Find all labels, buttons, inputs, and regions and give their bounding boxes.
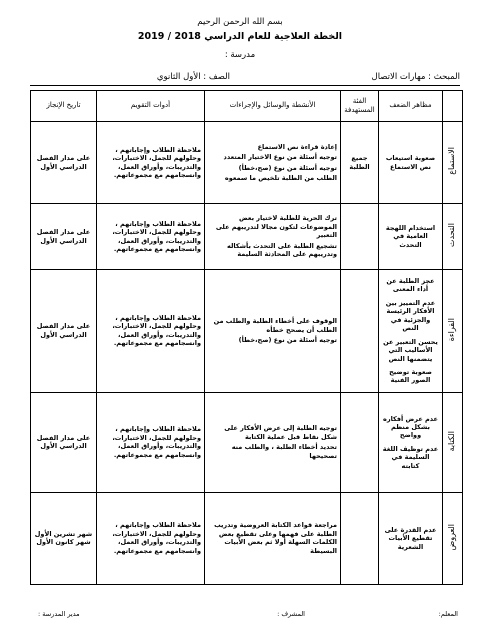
skill-label: القراءة bbox=[447, 318, 457, 342]
grade-label: الصف : الأول الثانوي bbox=[156, 72, 230, 82]
skill-cell bbox=[443, 492, 463, 584]
activities-cell bbox=[205, 122, 341, 204]
subject-grade-line bbox=[30, 72, 460, 84]
header-target-group: الفئة المستهدفة bbox=[341, 91, 379, 122]
activities-cell bbox=[205, 392, 341, 492]
activity-item: الطلب من الطلبة تلخيص ما سمعوه bbox=[224, 173, 337, 182]
header-weakness: مظاهر الضعف bbox=[379, 91, 443, 122]
weakness-cell bbox=[379, 122, 443, 204]
target-group-cell: جميع الطلبة bbox=[341, 122, 379, 204]
skill-cell bbox=[443, 270, 463, 393]
skill-cell bbox=[443, 392, 463, 492]
skill-label: التحدث bbox=[447, 223, 457, 248]
weakness-item: صعوبة توضيح الصور الفنية bbox=[389, 367, 432, 385]
weakness-cell bbox=[379, 204, 443, 270]
weakness-cell bbox=[379, 492, 443, 584]
activity-item: توجيه الطلبة إلى عرض الأفكار على شكل نقاط قبل عملية الكتابة bbox=[224, 424, 337, 441]
activities-cell bbox=[205, 204, 341, 270]
evaluation-tools-cell: ملاحظة الطلاب وإجاباتهم ، وحلولهم للجمل، الاختبارات، والتدريبات، وأوراق العمل، وانسجامهم مع مجموعاتهم. bbox=[97, 492, 205, 584]
activity-item: توجيه أسئلة من نوع الاختيار المتعدد bbox=[223, 153, 337, 162]
header-evaluation-tools: أدوات التقويم bbox=[97, 91, 205, 122]
weakness-item: صعوبة استيعاب نص الاستماع bbox=[385, 154, 436, 171]
evaluation-tools-cell: ملاحظة الطلاب وإجاباتهم ، وحلولهم للجمل، الاختبارات، والتدريبات، وأوراق العمل، وانسجامهم مع مجموعاتهم. bbox=[97, 392, 205, 492]
activity-item: مراجعة قواعد الكتابة العروضية وتدريب الطلبة على فهمها وعلى تقطيع بعض الكلمات السهلة أولا ثم بعض الأبيات البسيطة bbox=[214, 521, 337, 555]
completion-date-cell: على مدار الفصل الدراسي الأول bbox=[31, 204, 97, 270]
table-row bbox=[31, 492, 463, 584]
activity-item: توجيه أسئلة من نوع (صح،خطأ) bbox=[238, 336, 337, 345]
remedial-plan-table bbox=[30, 90, 463, 585]
header-completion-date: تاريخ الإنجاز bbox=[31, 91, 97, 122]
activity-item: ترك الحرية للطلبة لاختيار بعض الموضوعات لتكون مجالا لتدريبهم على التعبير bbox=[215, 214, 337, 240]
subject-label: المبحث : مهارات الاتصال bbox=[371, 72, 460, 82]
activity-item: تشجيع الطلبة على التحدث بأشكاله وتدريبهم على المحادثة السليمة bbox=[227, 241, 337, 259]
completion-date-cell: على مدار الفصل الدراسي الأول bbox=[31, 392, 97, 492]
completion-date-cell: على مدار الفصل الدراسي الأول bbox=[31, 270, 97, 393]
table-header-row bbox=[31, 91, 463, 122]
skill-label: العروض bbox=[447, 523, 457, 551]
weakness-item: استخدام اللهجة العامية في التحدث bbox=[385, 223, 436, 249]
table-row bbox=[31, 392, 463, 492]
principal-signature: مدير المدرسة : bbox=[38, 610, 80, 618]
weakness-item: يحسن التعبير عن الأساليب التي يتضمنها النص bbox=[383, 337, 438, 363]
school-line: مدرسة : bbox=[224, 50, 256, 60]
target-group-cell bbox=[341, 392, 379, 492]
table-row bbox=[31, 270, 463, 393]
activity-item: إعادة قراءة نص الاستماع bbox=[257, 142, 337, 151]
header-activities: الأنشطة والوسائل والإجراءات bbox=[205, 91, 341, 122]
supervisor-signature: المشرف : bbox=[277, 610, 305, 618]
header-skill bbox=[443, 91, 463, 122]
weakness-item: عدم عرض أفكاره بشكل منظم وواضح bbox=[383, 414, 438, 440]
teacher-signature: المعلم: bbox=[438, 610, 458, 618]
target-group-cell bbox=[341, 204, 379, 270]
activity-item: تحديد أخطاء الطلبة ، والطلب منه تصحيحها bbox=[231, 443, 337, 460]
weakness-item: عجز الطلبة عن أداء المعنى bbox=[386, 277, 435, 294]
weakness-cell bbox=[379, 270, 443, 393]
evaluation-tools-cell: ملاحظة الطلاب وإجاباتهم ، وحلولهم للجمل، الاختبارات، والتدريبات، وأوراق العمل، وانسجامهم مع مجموعاتهم. bbox=[97, 204, 205, 270]
weakness-item: عدم توظيف اللغة السليمة في كتابته bbox=[382, 444, 439, 470]
activities-cell bbox=[205, 270, 341, 393]
evaluation-tools-cell: ملاحظة الطلاب وإجاباتهم ، وحلولهم للجمل، الاختبارات، والتدريبات، وأوراق العمل، وانسجامهم مع مجموعاتهم. bbox=[97, 122, 205, 204]
plan-title: الخطة العلاجية للعام الدراسي 2018 / 2019 bbox=[137, 31, 343, 42]
skill-cell bbox=[443, 204, 463, 270]
table-row bbox=[31, 122, 463, 204]
weakness-item: عدم القدرة على تقطيع الأبيات الشعرية bbox=[384, 525, 437, 551]
target-group-cell bbox=[341, 492, 379, 584]
target-group-cell bbox=[341, 270, 379, 393]
skill-label: الكتابة bbox=[447, 430, 457, 452]
weakness-cell bbox=[379, 392, 443, 492]
evaluation-tools-cell: ملاحظة الطلاب وإجاباتهم ، وحلولهم للجمل، الاختبارات، والتدريبات، وأوراق العمل، وانسجامهم مع مجموعاتهم. bbox=[97, 270, 205, 393]
completion-date-cell: شهر تشرين الأول شهر كانون الأول bbox=[31, 492, 97, 584]
activities-cell bbox=[205, 492, 341, 584]
skill-cell bbox=[443, 122, 463, 204]
activity-item: توجيه أسئلة من نوع (صح،خطأ) bbox=[238, 163, 337, 172]
header-divider bbox=[30, 85, 460, 86]
table-row bbox=[31, 204, 463, 270]
weakness-item: عدم التمييز بين الأفكار الرئيسة والجزئية في النص bbox=[385, 298, 436, 333]
completion-date-cell: على مدار الفصل الدراسي الأول bbox=[31, 122, 97, 204]
activity-item: الوقوف على أخطاء الطلبة والطلب من الطلب أن يصحح خطأه bbox=[213, 317, 337, 334]
skill-label: الاستماع bbox=[447, 147, 457, 176]
basmala: بسم الله الرحمن الرحيم bbox=[197, 17, 283, 27]
